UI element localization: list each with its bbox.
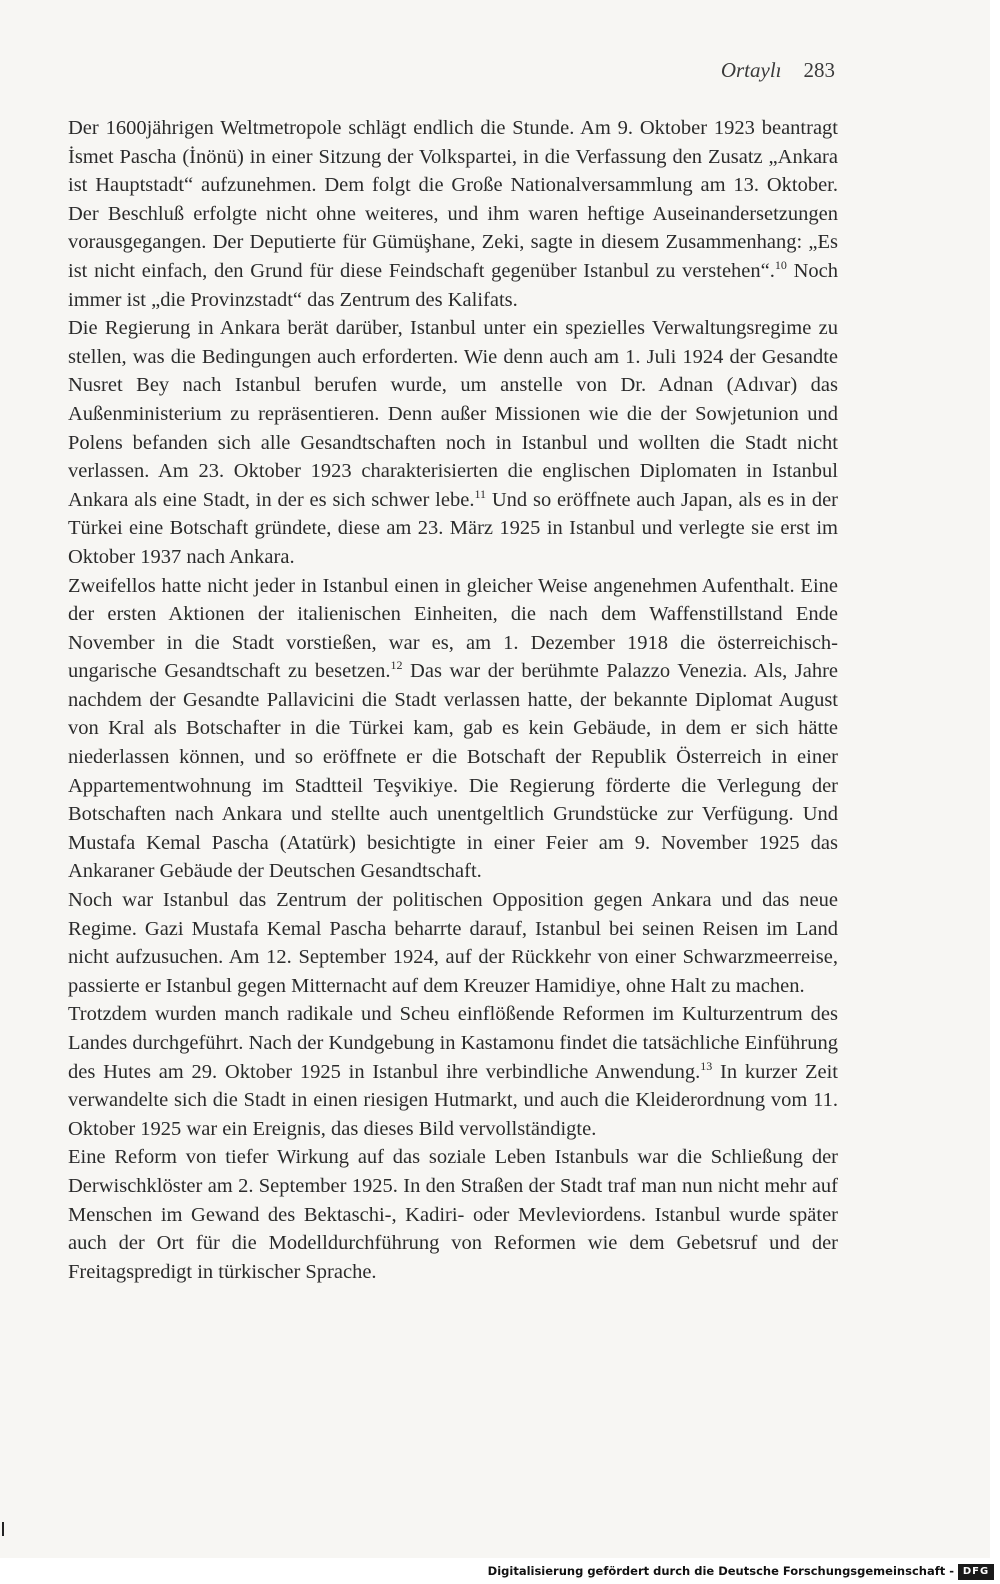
footnote-marker: 12 — [390, 658, 403, 673]
paragraph — [68, 114, 838, 314]
footnote-marker: 11 — [474, 486, 487, 501]
footnote-marker: 13 — [700, 1058, 713, 1073]
running-head: Ortaylı — [720, 58, 782, 82]
paragraph — [68, 1000, 838, 1143]
footnote-marker: 10 — [774, 257, 787, 272]
paragraph-text: Zweifellos hatte nicht jeder in Istanbul einen in gleicher Weise angenehmen Aufenthalt. Eine der ersten Aktionen der italienischen Einheiten, die nach dem Waffenstillstand Ende November in die Stadt vorstießen, war es, am 1. Dezember 1918 die österreichisch-ungarische Gesandtschaft zu besetzen. — [68, 574, 838, 683]
paragraph — [68, 886, 838, 1000]
paragraph — [68, 314, 838, 571]
paragraph — [68, 1143, 838, 1286]
footer-strip — [0, 1558, 1000, 1584]
paragraph-text: Noch immer ist „die Provinzstadt“ das Zentrum des Kalifats. — [68, 259, 838, 311]
paragraph-text: Und so eröffnete auch Japan, als es in der Türkei eine Botschaft gründete, diese am 23. März 1925 in Istanbul und verlegte sie erst im Oktober 1937 nach Ankara. — [68, 488, 839, 568]
page-header — [721, 58, 835, 83]
paragraph-text: Noch war Istanbul das Zentrum der politischen Opposition gegen Ankara und das neue Regime. Gazi Mustafa Kemal Pascha beharrte darauf, Istanbul bei seinen Reisen im Land nicht aufzusuchen. Am 12. September 1924, auf der Rückkehr von einer Schwarzmeerreise, passierte er Istanbul gegen Mitternacht auf dem Kreuzer Hamidiye, ohne Halt zu machen. — [68, 889, 838, 997]
paragraph-text: Der 1600jährigen Weltmetropole schlägt endlich die Stunde. Am 9. Oktober 1923 beantragt İsmet Pascha (İnönü) in einer Sitzung der Volkspartei, in die Verfassung den Zusatz „Ankara ist Hauptstadt“ aufzunehmen. Dem folgt die Große Nationalversammlung am 13. Oktober. Der Beschluß erfolgte nicht ohne weiteres, und ihm waren heftige Auseinandersetzungen vorausgegangen. Der Deputierte für Gümüşhane, Zeki, sagte in diesem Zusammenhang: „Es ist nicht einfach, den Grund für diese Feindschaft gegenüber Istanbul zu verstehen“. — [68, 117, 838, 282]
paragraph-text: In kurzer Zeit verwandelte sich die Stadt in einen riesigen Hutmarkt, und auch die Kleiderordnung vom 11. Oktober 1925 war ein Ereignis, das dieses Bild vervollständigte. — [68, 1060, 838, 1140]
paragraph-text: Die Regierung in Ankara berät darüber, Istanbul unter ein spezielles Verwaltungsregime zu stellen, was die Bedingungen auch erforderten. Wie denn auch am 1. Juli 1924 der Gesandte Nusret Bey nach Istanbul berufen wurde, um anstelle von Dr. Adnan (Adıvar) das Außenministerium zu repräsentieren. Denn außer Missionen wie die der Sowjetunion und Polens befanden sich alle Gesandtschaften noch in Istanbul und wollten die Stadt nicht verlassen. Am 23. Oktober 1923 charakterisierten die englischen Diplomaten in Istanbul Ankara als eine Stadt, in der es sich schwer lebe. — [68, 317, 838, 511]
scan-edge-mark — [2, 1522, 4, 1536]
digitization-credit: Digitalisierung gefördert durch die Deutsche Forschungsgemeinschaft - — [487, 1564, 954, 1578]
body-text — [68, 114, 838, 1286]
paragraph — [68, 572, 838, 887]
dfg-logo: DFG — [958, 1564, 994, 1580]
page-number: 283 — [803, 58, 835, 82]
paragraph-text: Eine Reform von tiefer Wirkung auf das soziale Leben Istanbuls war die Schließung der Derwischklöster am 2. September 1925. In den Straßen der Stadt traf man nun nicht mehr auf Menschen im Gewand des Bektaschi-, Kadiri- oder Mevleviordens. Istanbul wurde später auch der Ort für die Modelldurchführung von Reformen wie dem Gebetsruf und der Freitagspredigt in türkischer Sprache. — [68, 1146, 838, 1283]
paragraph-text: Trotzdem wurden manch radikale und Scheu einflößende Reformen im Kulturzentrum des Landes durchgeführt. Nach der Kundgebung in Kastamonu findet die tatsächliche Einführung des Hutes am 29. Oktober 1925 in Istanbul ihre verbindliche Anwendung. — [68, 1003, 838, 1083]
paragraph-text: Das war der berühmte Palazzo Venezia. Als, Jahre nachdem der Gesandte Pallavicini die Stadt verlassen hatte, der bekannte Diplomat August von Kral als Botschafter in die Türkei kam, gab es kein Gebäude, in dem er sich hätte niederlassen können, und so eröffnete er die Botschaft der Republik Österreich in einer Appartementwohnung im Stadtteil Teşvikiye. Die Regierung förderte die Verlegung der Botschaften nach Ankara und stellte auch unentgeltlich Grundstücke zur Verfügung. Und Mustafa Kemal Pascha (Atatürk) besichtigte in einer Feier am 9. November 1925 das Ankaraner Gebäude der Deutschen Gesandtschaft. — [68, 660, 838, 883]
